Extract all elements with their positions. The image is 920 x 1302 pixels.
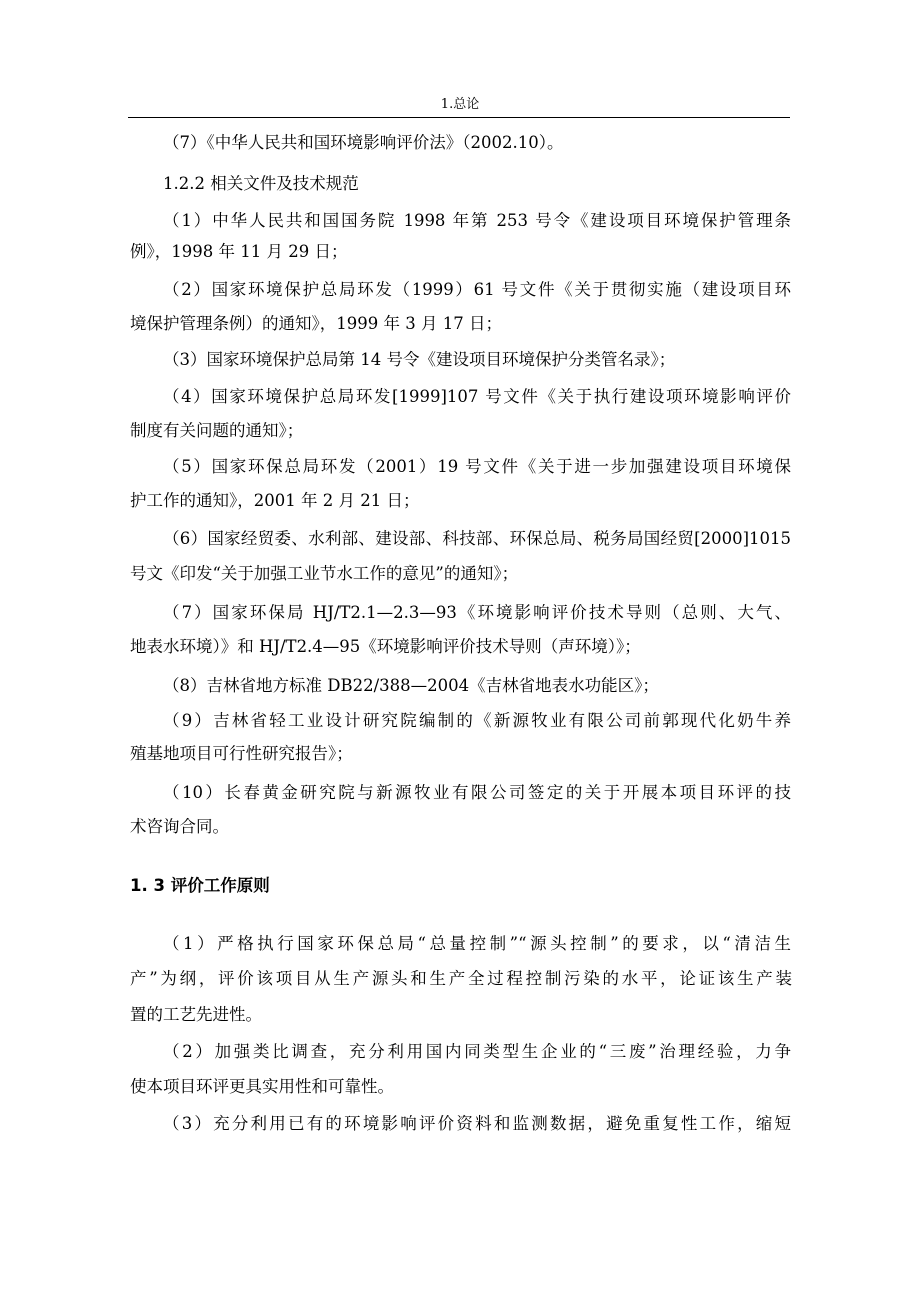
document-item-7-line-2: 地表水环境）》和 HJ/T2.4—95《环境影响评价技术导则（声环境）》； (130, 637, 641, 656)
principle-item-1-line-1: （1）严格执行国家环保总局“总量控制”“源头控制”的要求，以“清洁生 (163, 934, 791, 953)
law-item: （7）《中华人民共和国环境影响评价法》（2002.10）。 (163, 133, 564, 152)
principle-item-1-line-3: 置的工艺先进性。 (130, 1005, 262, 1024)
section-title: 1. 3 评价工作原则 (130, 876, 270, 895)
document-item-8-line-1: （8）吉林省地方标准 DB22/388—2004《吉林省地表水功能区》； (163, 676, 659, 695)
document-item-10-line-2: 术咨询合同。 (130, 817, 229, 836)
document-item-9-line-2: 殖基地项目可行性研究报告》； (130, 744, 353, 763)
document-item-2-line-1: （2）国家环境保护总局环发（1999）61 号文件《关于贯彻实施（建设项目环 (163, 280, 791, 299)
header-divider (128, 117, 790, 118)
document-item-9-line-1: （9）吉林省轻工业设计研究院编制的《新源牧业有限公司前郭现代化奶牛养 (163, 711, 791, 730)
document-item-7-line-1: （7）国家环保局 HJ/T2.1—2.3—93《环境影响评价技术导则（总则、大气、 (163, 603, 791, 622)
document-item-10-line-1: （10）长春黄金研究院与新源牧业有限公司签定的关于开展本项目环评的技 (163, 783, 791, 802)
document-item-2-line-2: 境保护管理条例）的通知》，1999 年 3 月 17 日； (130, 314, 502, 333)
principle-item-2-line-2: 使本项目环评更具实用性和可靠性。 (130, 1077, 394, 1096)
principle-item-2-line-1: （2）加强类比调查，充分利用国内同类型生企业的“三废”治理经验，力争 (163, 1042, 791, 1061)
document-item-6-line-1: （6）国家经贸委、水利部、建设部、科技部、环保总局、税务局国经贸[2000]1015 (163, 529, 791, 548)
subsection-title: 1.2.2 相关文件及技术规范 (163, 174, 359, 193)
principle-item-1-line-2: 产”为纲，评价该项目从生产源头和生产全过程控制污染的水平，论证该生产装 (130, 969, 792, 988)
page-header-title: 1.总论 (440, 97, 480, 112)
document-item-1-line-1: （1）中华人民共和国国务院 1998 年第 253 号令《建设项目环境保护管理条 (163, 211, 791, 230)
document-item-1-line-2: 例》，1998 年 11 月 29 日； (130, 242, 348, 261)
principle-item-3-line-1: （3）充分利用已有的环境影响评价资料和监测数据，避免重复性工作，缩短 (163, 1114, 791, 1133)
document-item-4-line-1: （4）国家环境保护总局环发[1999]107 号文件《关于执行建设项环境影响评价 (163, 387, 791, 406)
document-item-5-line-2: 护工作的通知》，2001 年 2 月 21 日； (130, 491, 420, 510)
document-item-5-line-1: （5）国家环保总局环发（2001）19 号文件《关于进一步加强建设项目环境保 (163, 457, 791, 476)
document-item-3-line-1: （3）国家环境保护总局第 14 号令《建设项目环境保护分类管名录》； (163, 350, 676, 369)
document-item-6-line-2: 号文《印发“关于加强工业节水工作的意见”的通知》； (130, 564, 519, 583)
document-item-4-line-2: 制度有关问题的通知》； (130, 421, 304, 440)
